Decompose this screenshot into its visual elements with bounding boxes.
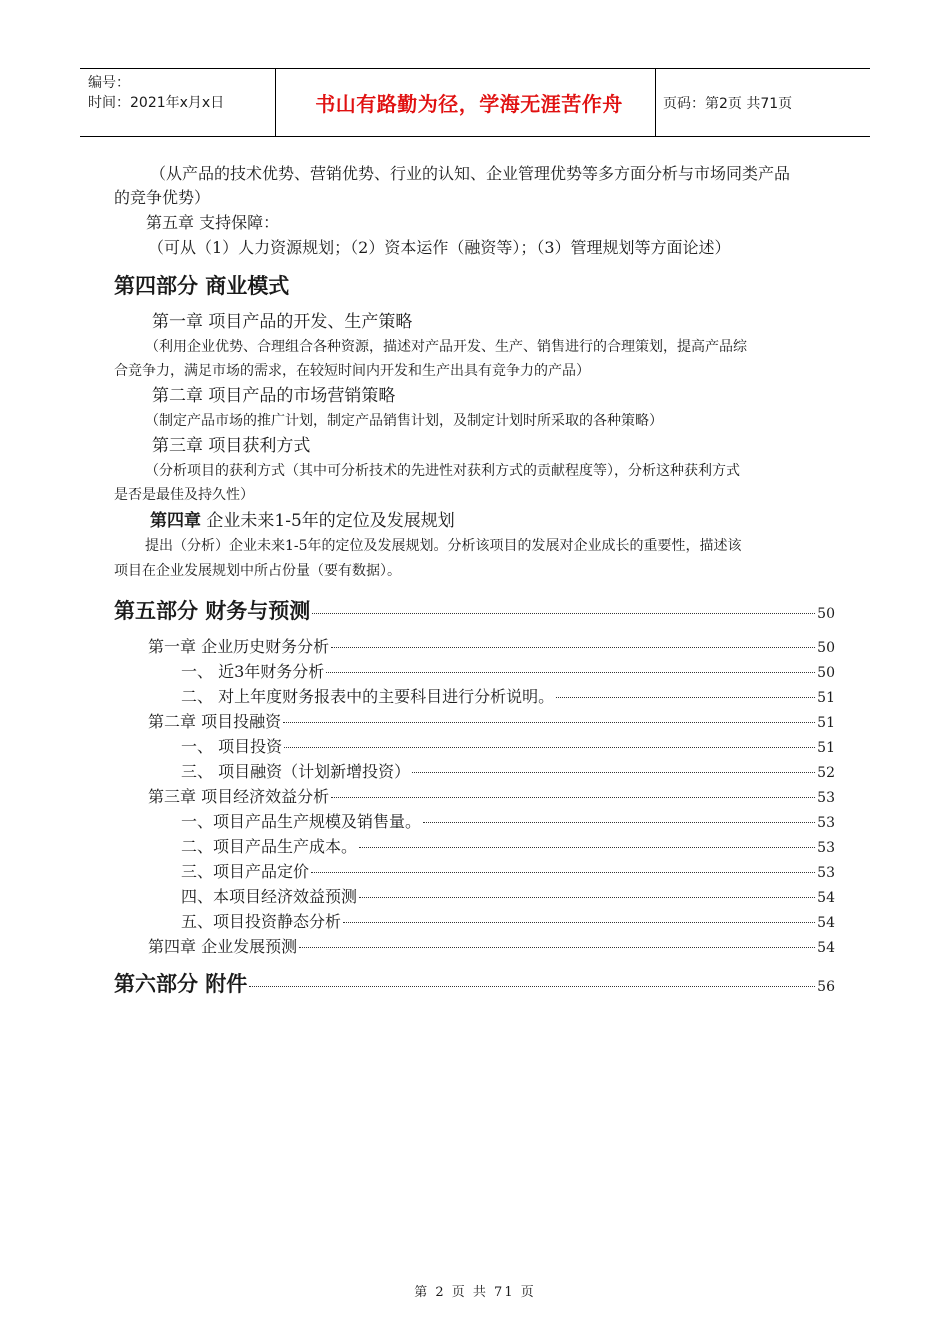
toc-leader	[326, 672, 815, 673]
toc-entry-label: 第五部分 财务与预测	[114, 599, 311, 623]
toc-leader	[283, 722, 815, 723]
toc-entry[interactable]	[181, 659, 835, 682]
paragraph-line: （从产品的技术优势、营销优势、行业的认知、企业管理优势等多方面分析与市场同类产品	[150, 164, 791, 183]
toc-entry-label: 第三章 项目经济效益分析	[148, 787, 330, 806]
toc-leader	[423, 822, 815, 823]
toc-leader	[299, 947, 815, 948]
chapter-heading: 第五章 支持保障：	[146, 213, 280, 232]
toc-entry-label: 二、项目产品生产成本。	[181, 837, 358, 856]
chapter-heading	[150, 509, 455, 533]
header-divider	[275, 69, 276, 136]
header-divider	[655, 69, 656, 136]
toc-entry-label: 第四章 企业发展预测	[148, 937, 298, 956]
toc-entry-label: 第六部分 附件	[114, 972, 248, 996]
document-time-label: 时间：2021年x月x日	[88, 95, 225, 111]
header-left-cell	[88, 73, 224, 113]
toc-entry[interactable]	[181, 834, 835, 857]
toc-entry-page: 51	[817, 740, 835, 756]
toc-leader	[312, 613, 815, 614]
toc-entry[interactable]	[181, 859, 835, 882]
toc-entry[interactable]	[114, 595, 835, 625]
toc-entry-label: 第二章 项目投融资	[148, 712, 282, 731]
toc-entry-page: 56	[817, 979, 835, 995]
paragraph-line: （制定产品市场的推广计划，制定产品销售计划，及制定计划时所采取的各种策略）	[145, 413, 663, 429]
header-motto: 书山有路勤为径，学海无涯苦作舟	[315, 92, 623, 116]
toc-entry[interactable]	[181, 909, 835, 932]
toc-entry-label: 一、 近3年财务分析	[181, 662, 325, 681]
toc-entry[interactable]	[181, 809, 835, 832]
header-page-info: 页码：第2页 共71页	[663, 96, 793, 112]
chapter-heading: 第二章 项目产品的市场营销策略	[152, 386, 396, 406]
toc-entry-page: 50	[817, 640, 835, 656]
paragraph-line: （分析项目的获利方式（其中可分析技术的先进性对获利方式的贡献程度等），分析这种获利方式	[145, 463, 740, 479]
paragraph-line: 提出（分析）企业未来1-5年的定位及发展规划。分析该项目的发展对企业成长的重要性，描述该	[145, 538, 742, 554]
toc-entry-page: 51	[817, 690, 835, 706]
toc-entry-page: 54	[817, 915, 835, 931]
toc-leader	[311, 872, 815, 873]
paragraph-line: （利用企业优势、合理组合各种资源，描述对产品开发、生产、销售进行的合理策划，提高产品综	[145, 339, 747, 355]
toc-entry-page: 50	[817, 665, 835, 681]
toc-leader	[359, 897, 815, 898]
document-number-label: 编号：	[88, 75, 130, 91]
toc-entry-label: 一、 项目投资	[181, 737, 283, 756]
toc-leader	[284, 747, 815, 748]
toc-entry[interactable]	[114, 968, 835, 998]
toc-entry[interactable]	[148, 934, 835, 957]
toc-entry-page: 53	[817, 790, 835, 806]
paragraph-line: 合竞争力，满足市场的需求，在较短时间内开发和生产出具有竞争力的产品）	[114, 363, 590, 379]
page-footer: 第 2 页 共 71 页	[414, 1285, 536, 1300]
toc-entry[interactable]	[148, 709, 835, 732]
toc-entry[interactable]	[148, 634, 835, 657]
toc-entry[interactable]	[148, 784, 835, 807]
paragraph-line: （可从（1）人力资源规划；（2）资本运作（融资等）；（3）管理规划等方面论述）	[148, 238, 731, 257]
toc-leader	[412, 772, 815, 773]
toc-entry-page: 51	[817, 715, 835, 731]
page-header	[80, 68, 870, 137]
toc-entry-label: 第一章 企业历史财务分析	[148, 637, 330, 656]
chapter-heading: 第三章 项目获利方式	[152, 436, 311, 456]
toc-entry-label: 二、 对上年度财务报表中的主要科目进行分析说明。	[181, 687, 555, 706]
chapter-heading-text: 企业未来1-5年的定位及发展规划	[201, 511, 455, 531]
toc-entry[interactable]	[181, 759, 835, 782]
toc-entry-page: 52	[817, 765, 835, 781]
toc-leader	[331, 797, 815, 798]
toc-entry-page: 53	[817, 840, 835, 856]
toc-entry-label: 一、项目产品生产规模及销售量。	[181, 812, 422, 831]
toc-entry-label: 五、项目投资静态分析	[181, 912, 342, 931]
paragraph-line: 是否是最佳及持久性）	[114, 487, 254, 503]
toc-entry-page: 53	[817, 865, 835, 881]
toc-entry-page: 50	[817, 606, 835, 622]
toc-leader	[359, 847, 815, 848]
part-heading: 第四部分 商业模式	[114, 274, 290, 298]
toc-entry-page: 53	[817, 815, 835, 831]
toc-entry-label: 四、本项目经济效益预测	[181, 887, 358, 906]
toc-entry-label: 三、项目产品定价	[181, 862, 310, 881]
toc-entry-page: 54	[817, 940, 835, 956]
chapter-heading-number: 第四章	[150, 511, 201, 531]
paragraph-line: 的竞争优势）	[114, 188, 211, 207]
chapter-heading: 第一章 项目产品的开发、生产策略	[152, 312, 413, 332]
toc-entry-label: 三、 项目融资（计划新增投资）	[181, 762, 411, 781]
toc-leader	[343, 922, 815, 923]
toc-entry-page: 54	[817, 890, 835, 906]
toc-entry[interactable]	[181, 884, 835, 907]
toc-entry[interactable]	[181, 684, 835, 707]
toc-entry[interactable]	[181, 734, 835, 757]
toc-leader	[249, 986, 815, 987]
toc-leader	[556, 697, 815, 698]
paragraph-line: 项目在企业发展规划中所占份量（要有数据）。	[114, 563, 401, 579]
toc-leader	[331, 647, 815, 648]
